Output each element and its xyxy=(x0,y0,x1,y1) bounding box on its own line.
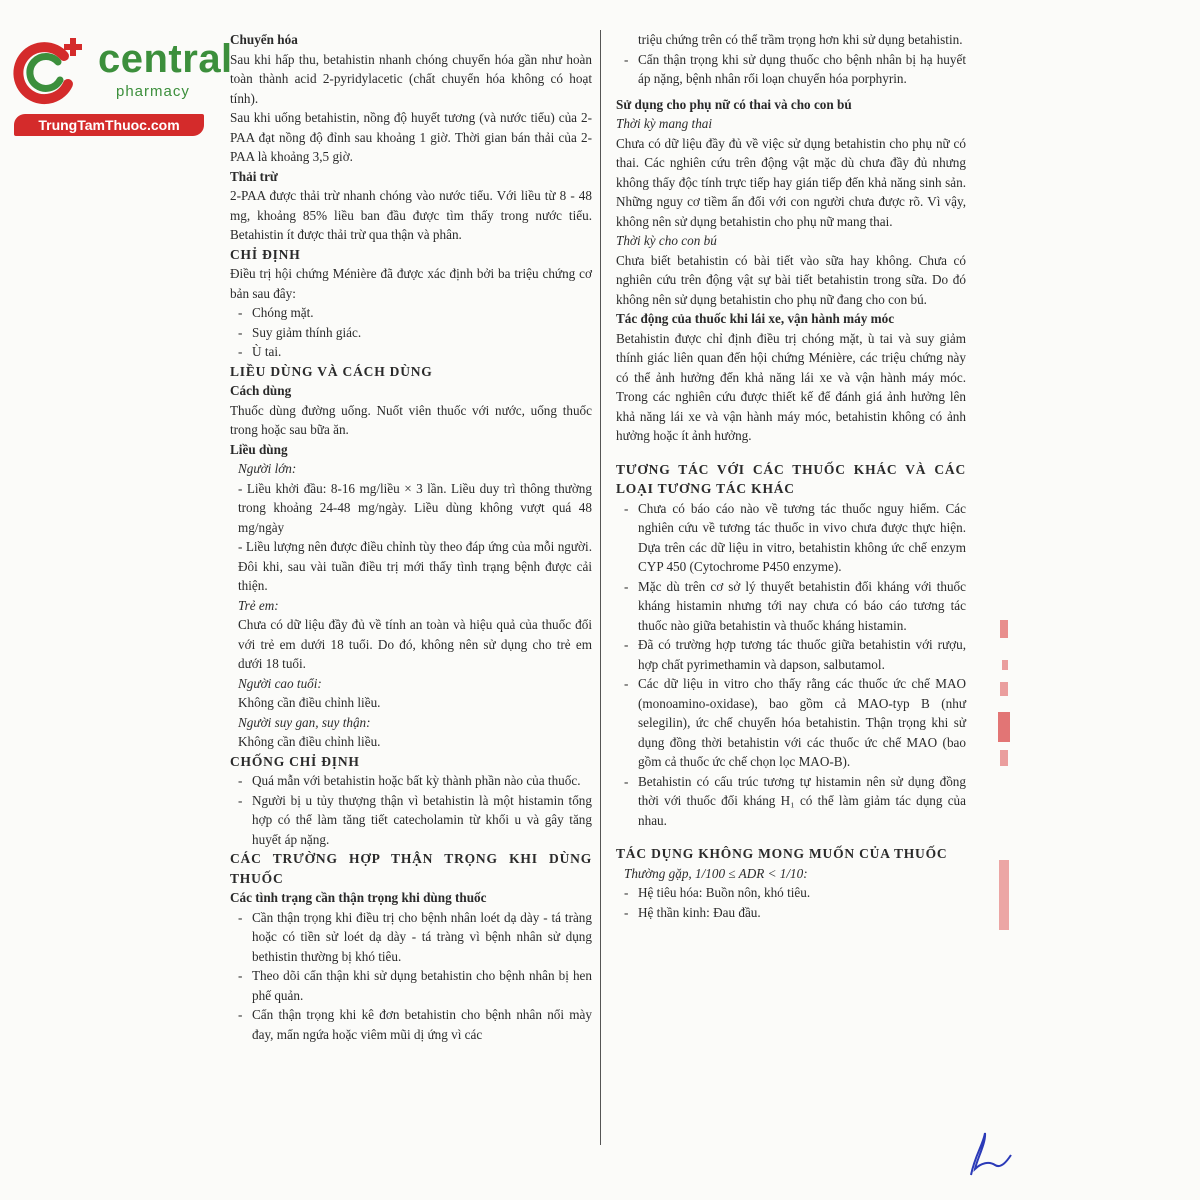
driving-title: Tác động của thuốc khi lái xe, vận hành máy móc xyxy=(616,311,895,326)
lactation-label: Thời kỳ cho con bú xyxy=(616,233,717,248)
pregnancy-label: Thời kỳ mang thai xyxy=(616,116,713,131)
indications-heading: CHỈ ĐỊNH xyxy=(230,246,301,262)
adults-paragraph-2: - Liều lượng nên được điều chỉnh tùy theo đáp ứng của mỗi người. Đôi khi, sau vài tuần điều trị mới thấy tình trạng bệnh được cải thiện. xyxy=(238,539,592,593)
list-item: - Các dữ liệu in vitro cho thấy rằng các thuốc ức chế MAO (monoamino-oxidase), bao gồm cả MAO-typ B (như selegilin), ức chế chuyển hóa betahistin. Thận trọng khi sử dụng đồng thời betahistin với các thuốc ức chế MAO (bao gồm cả thuốc ức chế chọn lọc MAO-B). xyxy=(616,674,966,772)
list-item: - Cẩn thận trọng khi sử dụng thuốc cho bệnh nhân bị hạ huyết áp nặng, bệnh nhân rối loạn chuyển hóa porphyrin. xyxy=(616,50,966,89)
pregnancy-paragraph: Chưa có dữ liệu đầy đủ về việc sử dụng betahistin cho phụ nữ có thai. Các nghiên cứu trên động vật mặc dù chưa đầy đủ nhưng không thấy độc tính trực tiếp hay gián tiếp đến khả năng sinh sản. Những nguy cơ tiềm ẩn đối với con người chưa được rõ. Vì vậy, không nên sử dụng betahistin cho phụ nữ mang thai. xyxy=(616,135,966,229)
red-stamp-mark xyxy=(990,620,1020,940)
adults-label: Người lớn: xyxy=(238,461,297,476)
list-item: - Theo dõi cẩn thận khi sử dụng betahistin cho bệnh nhân bị hen phế quản. xyxy=(230,966,592,1005)
lactation-paragraph: Chưa biết betahistin có bài tiết vào sữa hay không. Chưa có nghiên cứu trên động vật sự bài tiết betahistin trong sữa. Do đó không nên sử dụng betahistin cho phụ nữ đang cho con bú. xyxy=(616,252,966,307)
list-item: - Chưa có báo cáo nào về tương tác thuốc nguy hiểm. Các nghiên cứu về tương tác thuốc in vivo chưa được thực hiện. Dựa trên các dữ liệu in vitro, betahistin không ức chế enzym CYP 450 (Cytochrome P450 enzyme). xyxy=(616,499,966,577)
list-item: - Chóng mặt. xyxy=(230,303,592,323)
driving-paragraph: Betahistin được chỉ định điều trị chóng mặt, ù tai và suy giảm thính giác liên quan đến hội chứng Ménière, các triệu chứng này có thể ảnh hưởng đến khả năng lái xe và vận hành máy móc. Trong các nghiên cứu được thiết kế để đánh giá ảnh hưởng lên khả năng lái xe và vận hành máy móc, betahistin không có ảnh hưởng hoặc ít ảnh hưởng. xyxy=(616,330,966,443)
elderly-label: Người cao tuổi: xyxy=(238,675,322,691)
indications-list xyxy=(230,303,592,362)
contraindications-heading: CHỐNG CHỈ ĐỊNH xyxy=(230,753,360,769)
interactions-heading: TƯƠNG TÁC VỚI CÁC THUỐC KHÁC VÀ CÁC LOẠI TƯƠNG TÁC KHÁC xyxy=(616,461,966,496)
precautions-continued: triệu chứng trên có thể trầm trọng hơn khi sử dụng betahistin. xyxy=(638,32,963,47)
central-pharmacy-logo xyxy=(12,36,233,136)
precautions-subtitle: Các tình trạng cần thận trọng khi dùng thuốc xyxy=(230,890,487,905)
adverse-frequency: Thường gặp, 1/100 ≤ ADR < 1/10: xyxy=(624,865,808,881)
signature-mark xyxy=(965,1125,1015,1180)
contraindications-list xyxy=(230,771,592,849)
column-divider xyxy=(600,30,601,1145)
metabolism-paragraph-1: Sau khi hấp thu, betahistin nhanh chóng chuyển hóa gần như hoàn toàn thành acid 2-pyridylacetic (chất chuyển hóa không có hoạt tính). xyxy=(230,51,592,106)
list-item: - Hệ thần kinh: Đau đầu. xyxy=(616,903,966,923)
left-column xyxy=(230,30,592,1044)
administration-title: Cách dùng xyxy=(230,383,292,398)
list-item: - Quá mẫn với betahistin hoặc bất kỳ thành phần nào của thuốc. xyxy=(230,771,592,791)
elimination-paragraph: 2-PAA được thải trừ nhanh chóng vào nước tiểu. Với liều từ 8 - 48 mg, khoảng 85% liều ban đầu được tìm thấy trong nước tiểu. Betahistin ít được thải trừ qua thận và phân. xyxy=(230,188,592,242)
interactions-list xyxy=(616,499,966,831)
precautions-list xyxy=(230,908,592,1045)
adverse-effects-heading: TÁC DỤNG KHÔNG MONG MUỐN CỦA THUỐC xyxy=(616,846,948,861)
metabolism-paragraph-2: Sau khi uống betahistin, nồng độ huyết tương (và nước tiểu) của 2-PAA đạt nồng độ đỉnh sau khoảng 1 giờ. Thời gian bán thải của 2-PAA là khoảng 3,5 giờ. xyxy=(230,110,592,164)
list-item: - Cần thận trọng khi điều trị cho bệnh nhân loét dạ dày - tá tràng hoặc có tiền sử loét dạ dày - tá tràng vì bệnh nhân sử dụng bethistin thường bị khó tiêu. xyxy=(230,908,592,967)
list-item: - Mặc dù trên cơ sở lý thuyết betahistin đối kháng với thuốc kháng histamin nhưng tới nay chưa có báo cáo tương tác thuốc nào giữa betahistin và thuốc kháng histamin. xyxy=(616,577,966,636)
right-column xyxy=(616,30,966,922)
adults-paragraph-1: - Liều khởi đầu: 8-16 mg/liều × 3 lần. Liều duy trì thông thường trong khoảng 24-48 mg/ngày. Liều dùng không vượt quá 48 mg/ngày xyxy=(238,480,592,535)
list-item: - Suy giảm thính giác. xyxy=(230,323,592,343)
pharmacy-cross-icon xyxy=(12,36,92,106)
hepatic-renal-paragraph: Không cần điều chỉnh liều. xyxy=(238,734,381,749)
adverse-effects-list xyxy=(616,883,966,922)
metabolism-title: Chuyển hóa xyxy=(230,32,298,47)
dosage-heading: LIỀU DÙNG VÀ CÁCH DÙNG xyxy=(230,363,433,379)
dosage-subtitle: Liều dùng xyxy=(230,441,288,457)
children-paragraph: Chưa có dữ liệu đầy đủ về tính an toàn và hiệu quả của thuốc đối với trẻ em dưới 18 tuổi. Do đó, không nên sử dụng cho trẻ em dưới 18 tuổi. xyxy=(238,617,592,671)
list-item: - Hệ tiêu hóa: Buồn nôn, khó tiêu. xyxy=(616,883,966,903)
list-item: - Người bị u tủy thượng thận vì betahistin là một histamin tổng hợp có thể làm tăng tiết catecholamin từ khối u và gây tăng huyết áp nặng. xyxy=(230,791,592,850)
elderly-paragraph: Không cần điều chỉnh liều. xyxy=(238,695,381,710)
list-item: - Betahistin có cấu trúc tương tự histamin nên sử dụng đồng thời với thuốc đối kháng H₁ có thể làm giảm tác dụng của nhau. xyxy=(616,772,966,831)
list-item: - Đã có trường hợp tương tác thuốc giữa betahistin với rượu, hợp chất pyrimethamin và dapson, salbutamol. xyxy=(616,635,966,674)
hepatic-renal-label: Người suy gan, suy thận: xyxy=(238,714,371,730)
children-label: Trẻ em: xyxy=(238,597,279,613)
precautions-list-continued xyxy=(616,50,966,89)
precautions-heading: CÁC TRƯỜNG HỢP THẬN TRỌNG KHI DÙNG THUỐC xyxy=(230,851,592,886)
brand-name: central xyxy=(98,37,233,81)
list-item: - Ù tai. xyxy=(230,342,592,362)
elimination-title: Thải trừ xyxy=(230,168,278,184)
administration-paragraph: Thuốc dùng đường uống. Nuốt viên thuốc với nước, uống thuốc trong hoặc sau bữa ăn. xyxy=(230,402,592,437)
indications-paragraph: Điều trị hội chứng Ménière đã được xác định bởi ba triệu chứng cơ bản sau đây: xyxy=(230,266,592,301)
brand-sub: pharmacy xyxy=(116,83,190,100)
list-item: - Cẩn thận trọng khi kê đơn betahistin cho bệnh nhân nổi mày đay, mẩn ngứa hoặc viêm mũi dị ứng vì các xyxy=(230,1005,592,1044)
brand-url: TrungTamThuoc.com xyxy=(14,114,204,136)
pregnancy-title: Sử dụng cho phụ nữ có thai và cho con bú xyxy=(616,96,852,112)
